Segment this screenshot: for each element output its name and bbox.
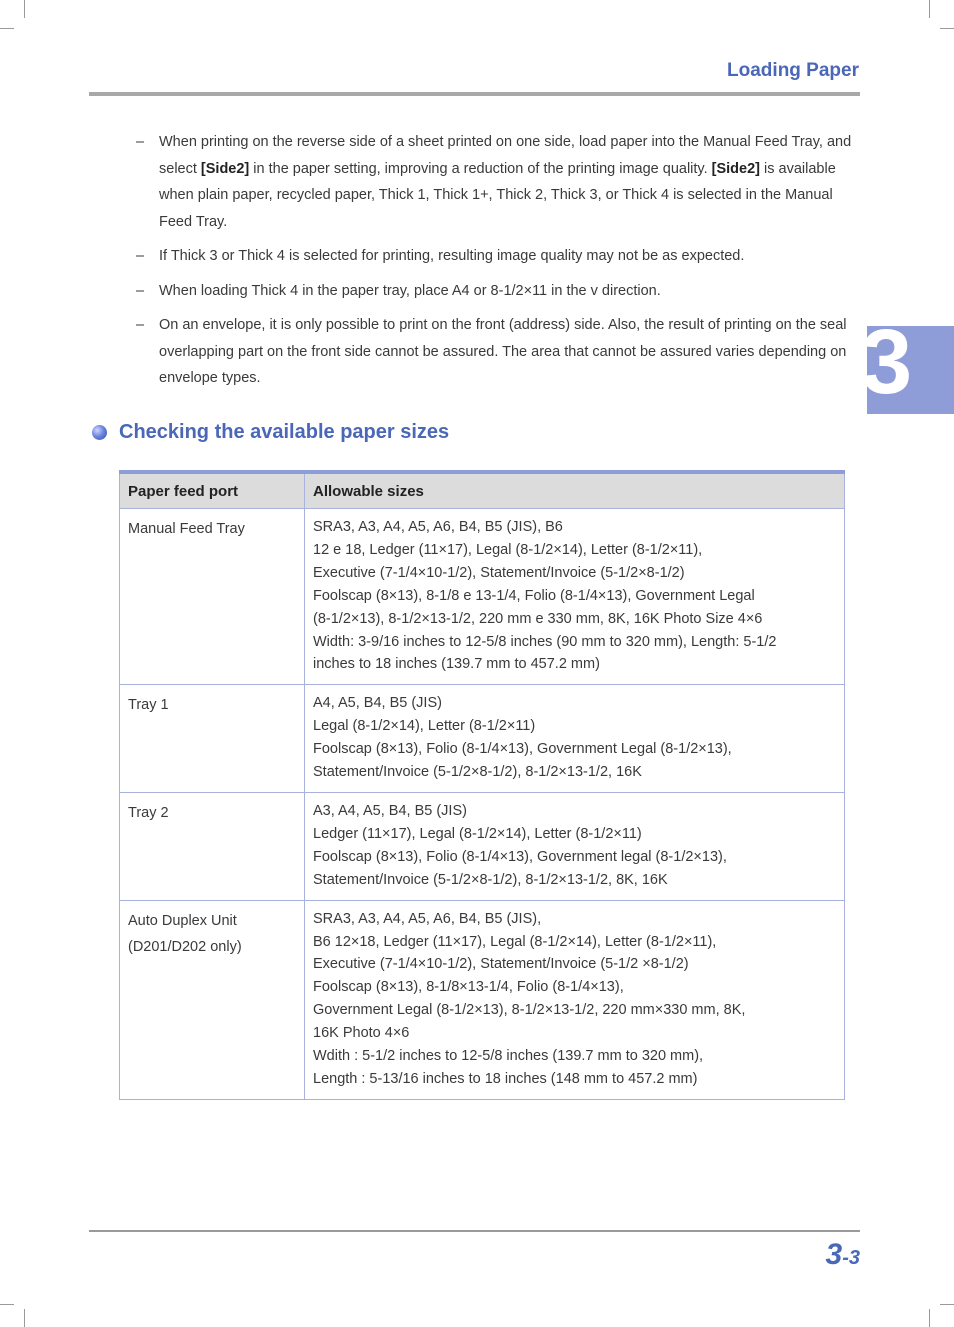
- feed-port-label: (D201/D202 only): [128, 938, 242, 955]
- note-item: [136, 129, 852, 235]
- crop-mark: [0, 28, 14, 29]
- crop-mark: [940, 28, 954, 29]
- table-row: [120, 509, 845, 685]
- size-line: SRA3, A3, A4, A5, A6, B4, B5 (JIS),: [313, 910, 542, 927]
- size-line: Wdith : 5-1/2 inches to 12-5/8 inches (139.7 mm to 320 mm),: [313, 1048, 704, 1065]
- note-text: [159, 129, 852, 235]
- size-line: Length : 5-13/16 inches to 18 inches (148 mm to 457.2 mm): [313, 1070, 698, 1087]
- feed-port-cell: [120, 792, 305, 900]
- size-line: Legal (8-1/2×14), Letter (8-1/2×11): [313, 718, 536, 735]
- crop-mark: [940, 1304, 954, 1305]
- dash-marker: –: [136, 317, 145, 333]
- crop-mark: [0, 1304, 14, 1305]
- note-item: [136, 243, 852, 270]
- size-line: Foolscap (8×13), Folio (8-1/4×13), Government Legal (8-1/2×13),: [313, 741, 732, 758]
- allowable-sizes-cell: [305, 792, 845, 900]
- size-line: Government Legal (8-1/2×13), 8-1/2×13-1/2, 220 mm×330 mm, 8K,: [313, 1002, 746, 1019]
- note-text-run: in the paper setting, improving a reduction of the printing image quality.: [249, 160, 712, 177]
- feed-port-cell: [120, 509, 305, 685]
- dash-marker: –: [136, 134, 145, 150]
- note-text-run: is available when plain paper, recycled paper, Thick 1, Thick 1+, Thick 2, Thick 3, or Thick 4 is selected in the Manual Feed Tray.: [159, 160, 836, 230]
- crop-mark: [24, 1309, 25, 1327]
- table-header-row: [120, 472, 845, 509]
- running-header-title: Loading Paper: [727, 60, 859, 81]
- size-line: Foolscap (8×13), Folio (8-1/4×13), Government legal (8-1/2×13),: [313, 848, 727, 865]
- size-line: inches to 18 inches (139.7 mm to 457.2 mm): [313, 656, 600, 673]
- allowable-sizes-cell: [305, 900, 845, 1099]
- table-row: [120, 792, 845, 900]
- size-line: Foolscap (8×13), 8-1/8 e 13-1/4, Folio (8-1/4×13), Government Legal: [313, 587, 755, 604]
- note-text: [159, 312, 852, 392]
- note-text-run: When printing on the reverse side of a sheet printed on one side, load paper into the Manual Feed Tray, and select: [159, 134, 852, 177]
- page-number-chapter: 3: [825, 1238, 843, 1271]
- crop-mark: [929, 0, 930, 18]
- bullet-orb-icon: [92, 425, 107, 440]
- dash-marker: –: [136, 282, 145, 299]
- dash-marker: –: [136, 248, 145, 264]
- size-line: SRA3, A3, A4, A5, A6, B4, B5 (JIS), B6: [313, 519, 563, 535]
- size-line: Statement/Invoice (5-1/2×8-1/2), 8-1/2×13-1/2, 16K: [313, 764, 642, 781]
- note-emphasis: [Side2]: [711, 160, 760, 177]
- chapter-tab: [861, 311, 954, 414]
- note-text: [159, 278, 852, 305]
- size-line: B6 12×18, Ledger (11×17), Legal (8-1/2×14), Letter (8-1/2×11),: [313, 933, 717, 950]
- feed-port-label: Auto Duplex Unit: [128, 912, 237, 929]
- column-header-port: Paper feed port: [120, 472, 305, 509]
- paper-sizes-table: [119, 470, 845, 1100]
- note-item: [136, 278, 852, 305]
- size-line: Executive (7-1/4×10-1/2), Statement/Invoice (5-1/2 ×8-1/2): [313, 956, 689, 973]
- size-line: Foolscap (8×13), 8-1/8×13-1/4, Folio (8-1/4×13),: [313, 979, 624, 996]
- feed-port-label: Tray 1: [128, 697, 169, 714]
- notes-list: [136, 129, 852, 400]
- page-number-page: -3: [842, 1247, 860, 1269]
- crop-mark: [929, 1309, 930, 1327]
- note-emphasis: [Side2]: [200, 160, 250, 177]
- size-line: 12 e 18, Ledger (11×17), Legal (8-1/2×14), Letter (8-1/2×11),: [313, 541, 703, 558]
- table-row: [120, 685, 845, 793]
- feed-port-cell: [120, 900, 305, 1099]
- size-line: A4, A5, B4, B5 (JIS): [313, 695, 442, 712]
- page-number: [826, 1238, 860, 1272]
- table-row: [120, 900, 845, 1099]
- feed-port-label: Manual Feed Tray: [128, 521, 245, 537]
- note-text-run: When loading Thick 4 in the paper tray, place A4 or 8-1/2×11 in the v direction.: [159, 282, 661, 299]
- note-text: [159, 243, 852, 270]
- feed-port-label: Tray 2: [128, 804, 169, 821]
- size-line: (8-1/2×13), 8-1/2×13-1/2, 220 mm e 330 mm, 8K, 16K Photo Size 4×6: [313, 610, 763, 627]
- size-line: Executive (7-1/4×10-1/2), Statement/Invoice (5-1/2×8-1/2): [313, 564, 685, 581]
- size-line: 16K Photo 4×6: [313, 1025, 410, 1042]
- footer-rule: [89, 1230, 860, 1232]
- header-rule: [89, 92, 860, 96]
- size-line: A3, A4, A5, B4, B5 (JIS): [313, 802, 467, 819]
- column-header-sizes: Allowable sizes: [305, 472, 845, 509]
- note-item: [136, 312, 852, 392]
- feed-port-cell: [120, 685, 305, 793]
- crop-mark: [24, 0, 25, 18]
- section-heading: [92, 421, 449, 444]
- chapter-number: 3: [861, 311, 913, 413]
- section-title: Checking the available paper sizes: [119, 421, 450, 443]
- size-line: Statement/Invoice (5-1/2×8-1/2), 8-1/2×13-1/2, 8K, 16K: [313, 871, 668, 888]
- size-line: Ledger (11×17), Legal (8-1/2×14), Letter (8-1/2×11): [313, 825, 642, 842]
- note-text-run: If Thick 3 or Thick 4 is selected for printing, resulting image quality may not be as expected.: [159, 248, 745, 264]
- allowable-sizes-cell: [305, 685, 845, 793]
- allowable-sizes-cell: [305, 509, 845, 685]
- size-line: Width: 3-9/16 inches to 12-5/8 inches (90 mm to 320 mm), Length: 5-1/2: [313, 633, 777, 650]
- note-text-run: On an envelope, it is only possible to print on the front (address) side. Also, the result of printing on the seal overlapping part on the front side cannot be assured. The area that cannot be assured varies depending on envelope types.: [159, 317, 847, 386]
